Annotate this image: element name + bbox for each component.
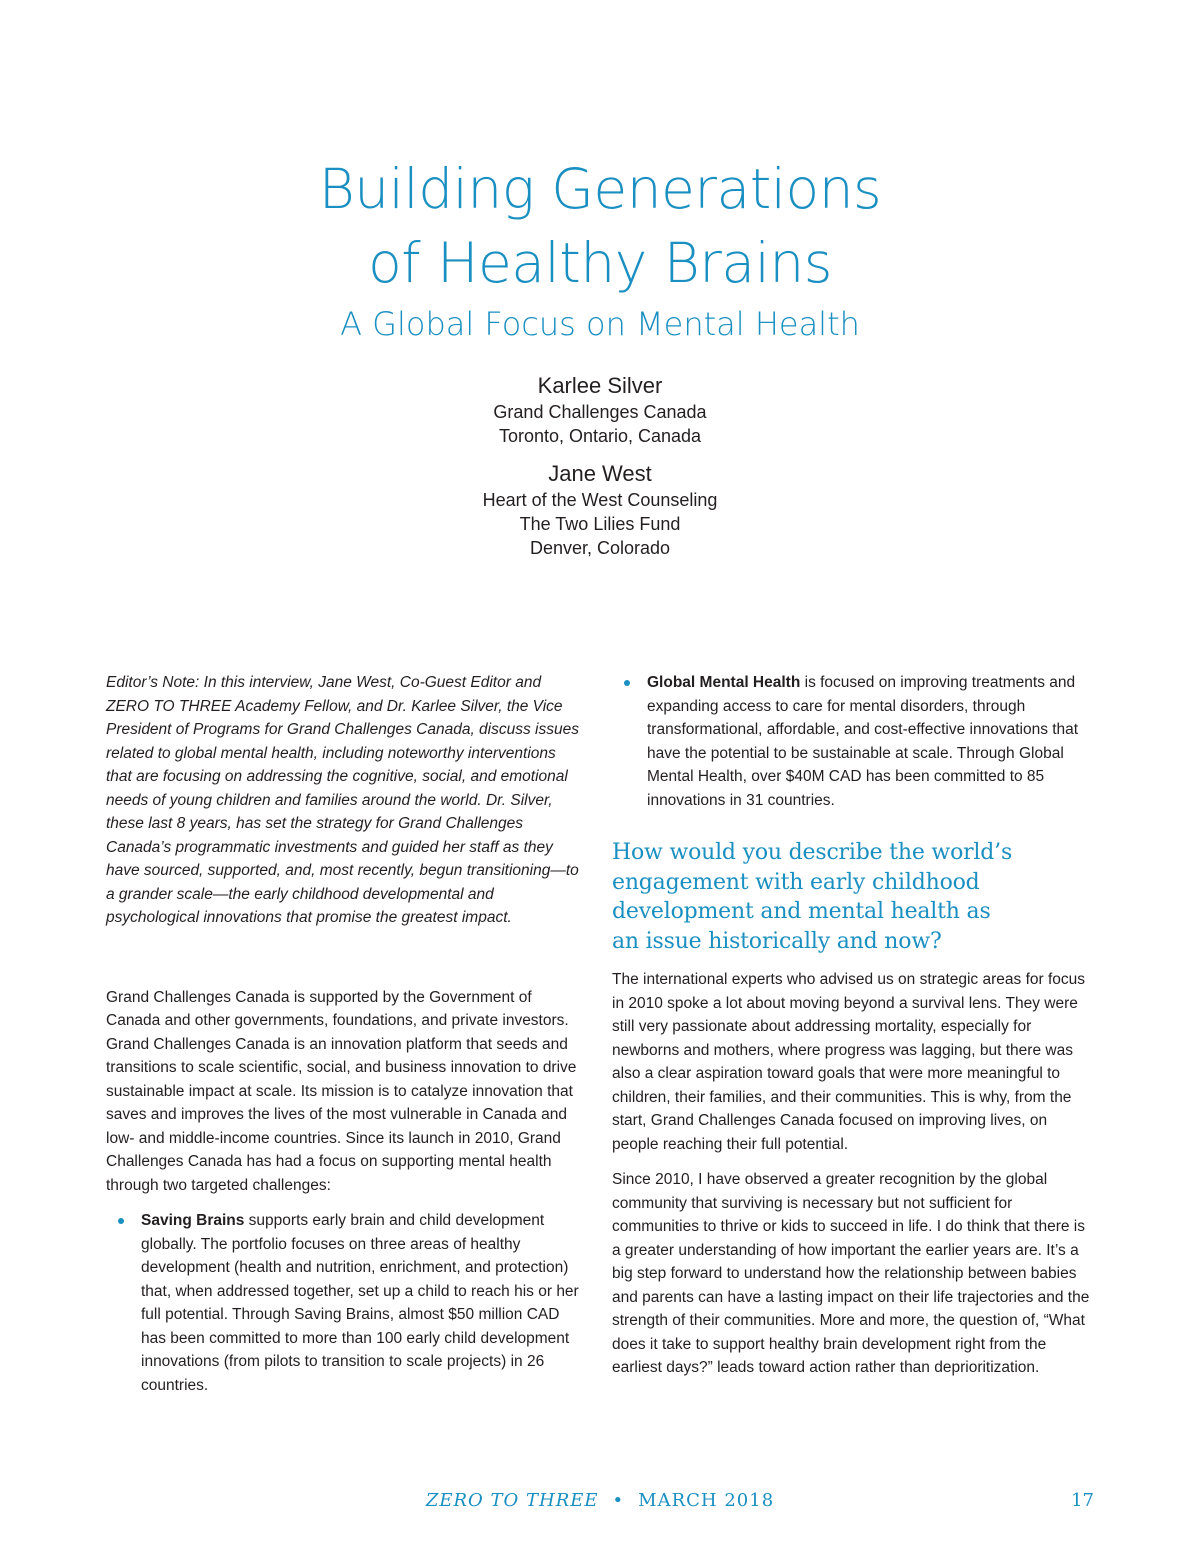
- author-jane-west: [0, 460, 1200, 560]
- bullet-icon: [624, 680, 630, 686]
- bullet-text: is focused on improving treatments and expanding access to care for mental disorders, through transformational, affordable, and cost-effective innovations that have the potential to be sustainable at scale. Through Global Mental Health, over $40M CAD has been committed to 85 innovations in 31 countries.: [647, 674, 1079, 809]
- issue-date: MARCH 2018: [638, 1490, 775, 1511]
- bullet-text: supports early brain and child development globally. The portfolio focuses on three areas of healthy development (health and nutrition, enrichment, and protection) that, when addressed together, set up a child to reach his or her full potential. Through Saving Brains, almost $50 million CAD has been committed to more than 100 early child development innovations (from pilots to transition to scale projects) in 26 countries.: [141, 1212, 579, 1394]
- bullet-term: Saving Brains: [141, 1212, 245, 1229]
- interview-question: [612, 838, 1097, 956]
- list-item-saving-brains: [106, 1209, 581, 1397]
- bullet-icon: [118, 1218, 124, 1224]
- author-location: Toronto, Ontario, Canada: [498, 426, 702, 446]
- left-column: [106, 671, 581, 1397]
- challenge-list: [106, 1209, 581, 1397]
- article-subtitle: A Global Focus on Mental Health: [340, 305, 860, 343]
- author-name: Jane West: [548, 461, 652, 486]
- author-affiliation: Heart of the West Counseling: [482, 490, 718, 510]
- footer-separator: •: [612, 1490, 625, 1511]
- journal-name: ZERO TO THREE: [425, 1490, 599, 1511]
- page-number: 17: [1071, 1490, 1094, 1511]
- intro-paragraph: Grand Challenges Canada is supported by the Government of Canada and other governments, foundations, and private investors. Grand Challenges Canada is an innovation platform that seeds and transitions to scale scientific, social, and business innovation to drive sustainable impact at scale. Its mission is to catalyze innovation that saves and improves the lives of the most vulnerable in Canada and low- and middle-income countries. Since its launch in 2010, Grand Challenges Canada has had a focus on supporting mental health through two targeted challenges:: [106, 988, 577, 1194]
- editor-note: Editor’s Note: In this interview, Jane West, Co-Guest Editor and ZERO TO THREE Academy Fellow, and Dr. Karlee Silver, the Vice President of Programs for Grand Challenges Canada, discuss issues related to global mental health, including noteworthy interventions that are focusing on addressing the cognitive, social, and emotional needs of young children and families around the world. Dr. Silver, these last 8 years, has set the strategy for Grand Challenges Canada’s programmatic investments and guided her staff as they have sourced, supported, and, most recently, begun transitioning—to a grander scale—the early childhood developmental and psychological innovations that promise the greatest impact.: [106, 674, 579, 926]
- author-name: Karlee Silver: [537, 373, 663, 398]
- bullet-term: Global Mental Health: [647, 674, 801, 691]
- author-affiliation: Grand Challenges Canada: [493, 402, 707, 422]
- question-line-3: development and mental health as: [612, 899, 991, 924]
- page-footer: [0, 1490, 1200, 1511]
- right-column: [612, 671, 1097, 1392]
- title-line-1: Building Generations: [318, 157, 882, 221]
- spacer: [106, 930, 581, 986]
- question-line-4: an issue historically and now?: [612, 928, 942, 954]
- list-item-global-mental-health: [612, 671, 1097, 812]
- title-line-2: of Healthy Brains: [368, 231, 832, 295]
- author-affiliation: The Two Lilies Fund: [519, 514, 681, 534]
- author-location: Denver, Colorado: [529, 538, 671, 558]
- answer-paragraph-2: Since 2010, I have observed a greater recognition by the global community that surviving is necessary but not sufficient for communities to thrive or kids to succeed in life. I do think that there is a greater understanding of how important the earlier years are. It’s a big step forward to understand how the relationship between babies and parents can have a lasting impact on their life trajectories and the strength of their communities. More and more, the question of, “What does it take to support healthy brain development right from the earliest days?” leads toward action rather than deprioritization.: [612, 1171, 1090, 1376]
- author-karlee-silver: [0, 372, 1200, 448]
- question-line-2: engagement with early childhood: [612, 869, 980, 895]
- question-line-1: How would you describe the world’s: [612, 840, 1013, 865]
- challenge-list-continued: [612, 671, 1097, 812]
- answer-paragraph-1: The international experts who advised us on strategic areas for focus in 2010 spoke a lot about moving beyond a survival lens. They were still very passionate about addressing mortality, especially for newborns and mothers, where progress was lagging, but there was also a clear aspiration toward goals that were more meaningful to children, their families, and their communities. This is why, from the start, Grand Challenges Canada focused on improving lives, on people reaching their full potential.: [612, 971, 1086, 1153]
- article-title: [0, 152, 1200, 300]
